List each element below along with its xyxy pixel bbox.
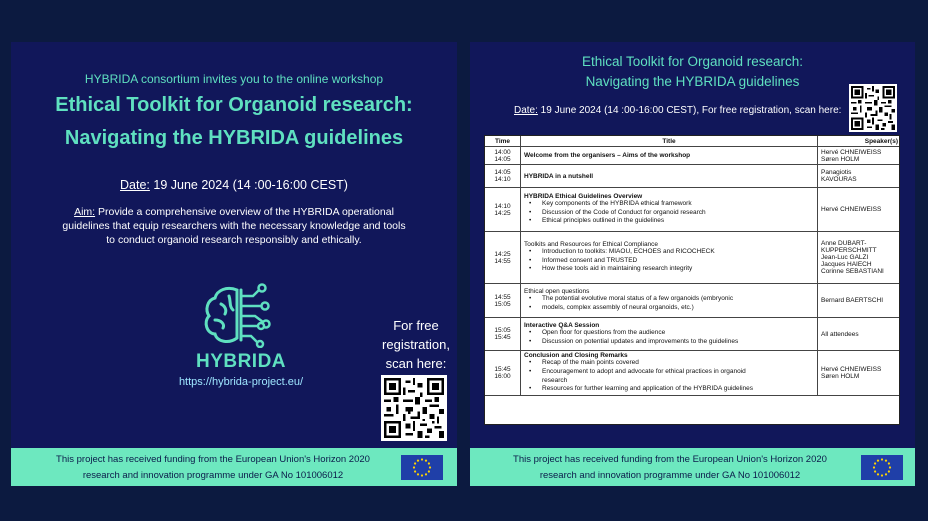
session-title: Welcome from the organisers – Aims of the workshop — [524, 152, 691, 159]
speaker-name: Anne DUBART- — [821, 240, 867, 247]
session-bullet: • How these tools aid in maintaining research integrity — [524, 265, 814, 274]
speaker-name: All attendees — [821, 330, 859, 338]
time-value: 14:55 — [494, 293, 511, 301]
table-row — [485, 165, 899, 188]
session-title: Ethical open questions — [524, 288, 590, 296]
row-time — [485, 318, 521, 350]
session-title: Toolkits and Resources for Ethical Compliance — [524, 241, 659, 249]
row-time — [485, 188, 521, 231]
row-time — [485, 147, 521, 164]
brain-circuit-icon — [201, 282, 281, 348]
aim-line-3: to conduct organoid research responsibly and ethically. — [106, 234, 362, 246]
reg-line-3: scan here: — [385, 356, 447, 371]
session-title: HYBRIDA Ethical Guidelines Overview — [524, 193, 643, 201]
aim-line-2: guidelines that equip researchers with the necessary knowledge and tools — [62, 220, 406, 232]
row-title — [521, 188, 818, 231]
session-bullet: • Key components of the HYBRIDA ethical framework — [524, 200, 814, 209]
agenda-date-value: 19 June 2024 (14 :00-16:00 CEST), For free registration, scan here: — [537, 105, 842, 116]
speaker-name: Hervé CHNEIWEISS — [821, 366, 882, 373]
event-title-line1: Ethical Toolkit for Organoid research: — [55, 94, 413, 116]
time-value: 14:05 — [494, 169, 511, 176]
eu-flag-icon — [401, 455, 443, 480]
funding-footer — [11, 448, 457, 486]
eu-flag-icon — [861, 455, 903, 480]
row-title — [521, 165, 818, 187]
session-bullet: • Discussion of the Code of Conduct for organoid research — [524, 209, 814, 218]
row-speakers — [818, 165, 901, 187]
funding-line-1: This project has received funding from the European Union's Horizon 2020 — [513, 454, 827, 465]
row-speakers — [818, 318, 901, 350]
speaker-name: KAVOURAS — [821, 176, 857, 183]
time-value: 14:05 — [494, 155, 511, 163]
agenda-title-line2: Navigating the HYBRIDA guidelines — [585, 74, 800, 89]
speaker-name: Hervé CHNEIWEISS — [821, 206, 882, 213]
funding-line-1: This project has received funding from the European Union's Horizon 2020 — [56, 454, 370, 465]
header-speakers: Speaker(s) — [864, 137, 898, 145]
left-panel — [11, 42, 457, 486]
header-title: Title — [521, 136, 818, 146]
row-time — [485, 232, 521, 283]
row-speakers — [818, 232, 901, 283]
time-value: 14:25 — [494, 209, 511, 217]
session-bullet: • models, complex assembly of neural organoids, etc.) — [524, 304, 814, 313]
speaker-name: Jacques HAIECH — [821, 261, 872, 268]
row-speakers — [818, 147, 901, 164]
session-bullet: • Recap of the main points covered — [524, 359, 814, 368]
session-title: HYBRIDA in a nutshell — [524, 172, 594, 180]
session-bullet: • Ethical principles outlined in the guidelines — [524, 217, 814, 226]
project-url-link[interactable]: https://hybrida-project.eu/ — [178, 376, 304, 388]
event-date — [11, 178, 457, 192]
speaker-name: Bernard BAERTSCHI — [821, 297, 884, 304]
table-row — [485, 232, 899, 284]
table-row — [485, 284, 899, 318]
agenda-table — [484, 135, 900, 425]
event-title-line2: Navigating the HYBRIDA guidelines — [64, 127, 404, 149]
session-bullet: research — [542, 376, 568, 384]
speaker-name: Jean-Luc GALZI — [821, 254, 869, 261]
table-header-row — [485, 136, 899, 147]
row-title — [521, 351, 818, 395]
funding-footer — [470, 448, 915, 486]
table-row — [485, 147, 899, 165]
session-title: Interactive Q&A Session — [524, 321, 600, 329]
row-time — [485, 284, 521, 317]
time-value: 16:00 — [494, 373, 511, 380]
speaker-name: Søren HOLM — [821, 373, 860, 380]
speaker-name: Søren HOLM — [821, 155, 860, 163]
time-value: 14:10 — [494, 202, 511, 210]
time-value: 15:45 — [494, 334, 511, 341]
row-title — [521, 318, 818, 350]
table-row — [485, 318, 899, 351]
time-value: 14:10 — [494, 176, 511, 183]
row-title — [521, 232, 818, 283]
speaker-name: Corinne SEBASTIANI — [821, 268, 884, 275]
speaker-name: Hervé CHNEIWEISS — [821, 148, 882, 156]
agenda-date-label: Date: — [514, 105, 538, 116]
row-time — [485, 165, 521, 187]
time-value: 14:55 — [494, 257, 511, 265]
session-bullet: • Discussion on potential updates and improvements to the guidelines — [524, 338, 814, 347]
session-title: Conclusion and Closing Remarks — [524, 352, 628, 360]
date-label: Date: — [120, 178, 150, 192]
funding-line-2: research and innovation programme under GA No 101006012 — [82, 470, 344, 481]
reg-line-2: registration, — [382, 337, 450, 352]
aim-label: Aim: — [74, 206, 96, 218]
right-panel — [470, 42, 915, 486]
time-value: 15:45 — [494, 366, 511, 373]
row-title — [521, 284, 818, 317]
aim-line-1: Provide a comprehensive overview of the HYBRIDA operational — [95, 206, 394, 218]
time-value: 14:00 — [494, 148, 511, 156]
qr-code-icon[interactable] — [381, 375, 447, 441]
table-row — [485, 188, 899, 232]
session-bullet: • Informed consent and TRUSTED — [524, 257, 814, 266]
session-bullet: • Open floor for questions from the audience — [524, 329, 814, 338]
qr-code-icon[interactable] — [849, 84, 897, 132]
header-time: Time — [485, 136, 521, 146]
row-time — [485, 351, 521, 395]
session-bullet: • Encouragement to adopt and advocate for ethical practices in organoid — [524, 368, 814, 377]
table-row — [485, 351, 899, 396]
invite-text: HYBRIDA consortium invites you to the online workshop — [84, 72, 384, 86]
agenda-date — [514, 105, 841, 116]
funding-line-2: research and innovation programme under GA No 101006012 — [539, 470, 801, 481]
row-speakers — [818, 188, 901, 231]
speaker-name: Panagiotis — [821, 169, 852, 176]
session-bullet: • Resources for further learning and application of the HYBRIDA guidelines — [524, 385, 814, 394]
event-aim — [11, 205, 457, 247]
hybrida-logo-text: HYBRIDA — [195, 351, 287, 372]
registration-prompt — [377, 316, 455, 373]
time-value: 14:25 — [494, 250, 511, 258]
time-value: 15:05 — [494, 300, 511, 308]
row-speakers — [818, 284, 901, 317]
session-bullet: • The potential evolutive moral status of a few organoids (embryonic — [524, 295, 814, 304]
row-speakers — [818, 351, 901, 395]
time-value: 15:05 — [494, 327, 511, 334]
session-bullet: • Introduction to toolkits: MIAOU, ECHOES and RICOCHECK — [524, 248, 814, 257]
agenda-title-line1: Ethical Toolkit for Organoid research: — [581, 54, 804, 69]
speaker-name: KUPPERSCHMITT — [821, 247, 877, 254]
date-value: 19 June 2024 (14 :00-16:00 CEST) — [149, 178, 348, 192]
row-title — [521, 147, 818, 164]
reg-line-1: For free — [393, 318, 439, 333]
